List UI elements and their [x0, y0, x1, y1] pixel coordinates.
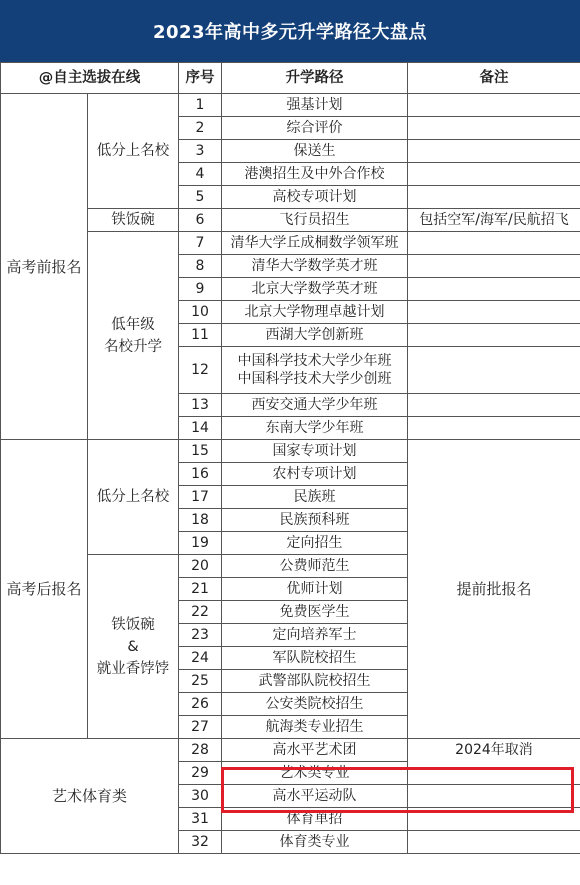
note-early-batch: 提前批报名 — [408, 440, 580, 739]
row-index: 27 — [179, 716, 222, 739]
row-note — [408, 831, 580, 854]
row-note — [408, 94, 580, 117]
row-index: 21 — [179, 578, 222, 601]
subgroup-low-score-1: 低分上名校 — [88, 94, 179, 209]
row-path-line2: 中国科学技术大学少创班 — [237, 371, 392, 387]
row-note — [408, 255, 580, 278]
row-path: 西安交通大学少年班 — [222, 394, 408, 417]
row-index: 25 — [179, 670, 222, 693]
section-after-exam: 高考后报名 — [1, 440, 88, 739]
row-index: 26 — [179, 693, 222, 716]
row-path: 军队院校招生 — [222, 647, 408, 670]
subgroup-iron-bowl-2-line1: 铁饭碗 — [111, 616, 155, 633]
row-index: 28 — [179, 739, 222, 762]
row-note — [408, 140, 580, 163]
row-index: 29 — [179, 762, 222, 785]
row-path: 港澳招生及中外合作校 — [222, 163, 408, 186]
row-note — [408, 808, 580, 831]
row-path: 武警部队院校招生 — [222, 670, 408, 693]
row-index: 1 — [179, 94, 222, 117]
row-path: 艺术类专业 — [222, 762, 408, 785]
row-index: 30 — [179, 785, 222, 808]
table-row — [1, 739, 580, 762]
row-index: 18 — [179, 509, 222, 532]
header-note: 备注 — [408, 63, 580, 94]
table-row — [1, 232, 580, 255]
subgroup-iron-bowl-1: 铁饭碗 — [88, 209, 179, 232]
header-index: 序号 — [179, 63, 222, 94]
row-path: 优师计划 — [222, 578, 408, 601]
row-path: 体育单招 — [222, 808, 408, 831]
row-path: 民族预科班 — [222, 509, 408, 532]
row-index: 8 — [179, 255, 222, 278]
row-note — [408, 301, 580, 324]
row-path: 高校专项计划 — [222, 186, 408, 209]
row-index: 16 — [179, 463, 222, 486]
row-index: 12 — [179, 347, 222, 394]
row-path: 民族班 — [222, 486, 408, 509]
row-path — [222, 347, 408, 394]
header-row — [1, 63, 580, 94]
header-source: @自主选拔在线 — [1, 63, 179, 94]
table-row — [1, 94, 580, 117]
row-note — [408, 347, 580, 394]
row-path: 体育类专业 — [222, 831, 408, 854]
subgroup-iron-bowl-2-line3: 就业香饽饽 — [96, 660, 170, 677]
row-path: 高水平艺术团 — [222, 739, 408, 762]
subgroup-low-score-2: 低分上名校 — [88, 440, 179, 555]
row-note — [408, 278, 580, 301]
row-index: 11 — [179, 324, 222, 347]
row-index: 9 — [179, 278, 222, 301]
row-note — [408, 186, 580, 209]
row-index: 20 — [179, 555, 222, 578]
row-path: 清华大学数学英才班 — [222, 255, 408, 278]
row-note — [408, 232, 580, 255]
row-path: 保送生 — [222, 140, 408, 163]
row-path: 公安类院校招生 — [222, 693, 408, 716]
subgroup-low-grade-line1: 低年级 — [111, 316, 155, 333]
row-path: 高水平运动队 — [222, 785, 408, 808]
row-note — [408, 117, 580, 140]
pathway-table — [0, 62, 580, 854]
subgroup-low-grade-line2: 名校升学 — [104, 338, 162, 355]
row-path: 清华大学丘成桐数学领军班 — [222, 232, 408, 255]
row-index: 31 — [179, 808, 222, 831]
subgroup-iron-bowl-2-line2: & — [127, 638, 139, 655]
row-path: 航海类专业招生 — [222, 716, 408, 739]
row-index: 7 — [179, 232, 222, 255]
row-path: 西湖大学创新班 — [222, 324, 408, 347]
row-path: 北京大学物理卓越计划 — [222, 301, 408, 324]
row-note: 包括空军/海军/民航招飞 — [408, 209, 580, 232]
row-index: 6 — [179, 209, 222, 232]
note-cancel-2024: 2024年取消 — [408, 739, 580, 785]
table-row — [1, 440, 580, 463]
row-index: 24 — [179, 647, 222, 670]
row-index: 23 — [179, 624, 222, 647]
row-note — [408, 394, 580, 417]
row-index: 17 — [179, 486, 222, 509]
page-title: 2023年高中多元升学路径大盘点 — [0, 0, 580, 62]
row-index: 13 — [179, 394, 222, 417]
row-note — [408, 785, 580, 808]
row-note — [408, 324, 580, 347]
row-path: 定向招生 — [222, 532, 408, 555]
row-index: 2 — [179, 117, 222, 140]
section-before-exam: 高考前报名 — [1, 94, 88, 440]
subgroup-iron-bowl-2 — [88, 555, 179, 739]
row-index: 22 — [179, 601, 222, 624]
row-path: 东南大学少年班 — [222, 417, 408, 440]
row-index: 15 — [179, 440, 222, 463]
row-index: 19 — [179, 532, 222, 555]
row-path: 国家专项计划 — [222, 440, 408, 463]
header-path: 升学路径 — [222, 63, 408, 94]
row-path: 免费医学生 — [222, 601, 408, 624]
row-path: 公费师范生 — [222, 555, 408, 578]
row-note — [408, 163, 580, 186]
row-path: 飞行员招生 — [222, 209, 408, 232]
row-index: 10 — [179, 301, 222, 324]
row-index: 14 — [179, 417, 222, 440]
row-path: 北京大学数学英才班 — [222, 278, 408, 301]
table-row — [1, 209, 580, 232]
row-path: 强基计划 — [222, 94, 408, 117]
row-index: 4 — [179, 163, 222, 186]
row-path: 定向培养军士 — [222, 624, 408, 647]
section-art-sports: 艺术体育类 — [1, 739, 179, 854]
row-path: 农村专项计划 — [222, 463, 408, 486]
row-note — [408, 417, 580, 440]
row-index: 32 — [179, 831, 222, 854]
row-path: 综合评价 — [222, 117, 408, 140]
row-index: 3 — [179, 140, 222, 163]
row-path-line1: 中国科学技术大学少年班 — [237, 353, 392, 369]
subgroup-low-grade — [88, 232, 179, 440]
row-index: 5 — [179, 186, 222, 209]
